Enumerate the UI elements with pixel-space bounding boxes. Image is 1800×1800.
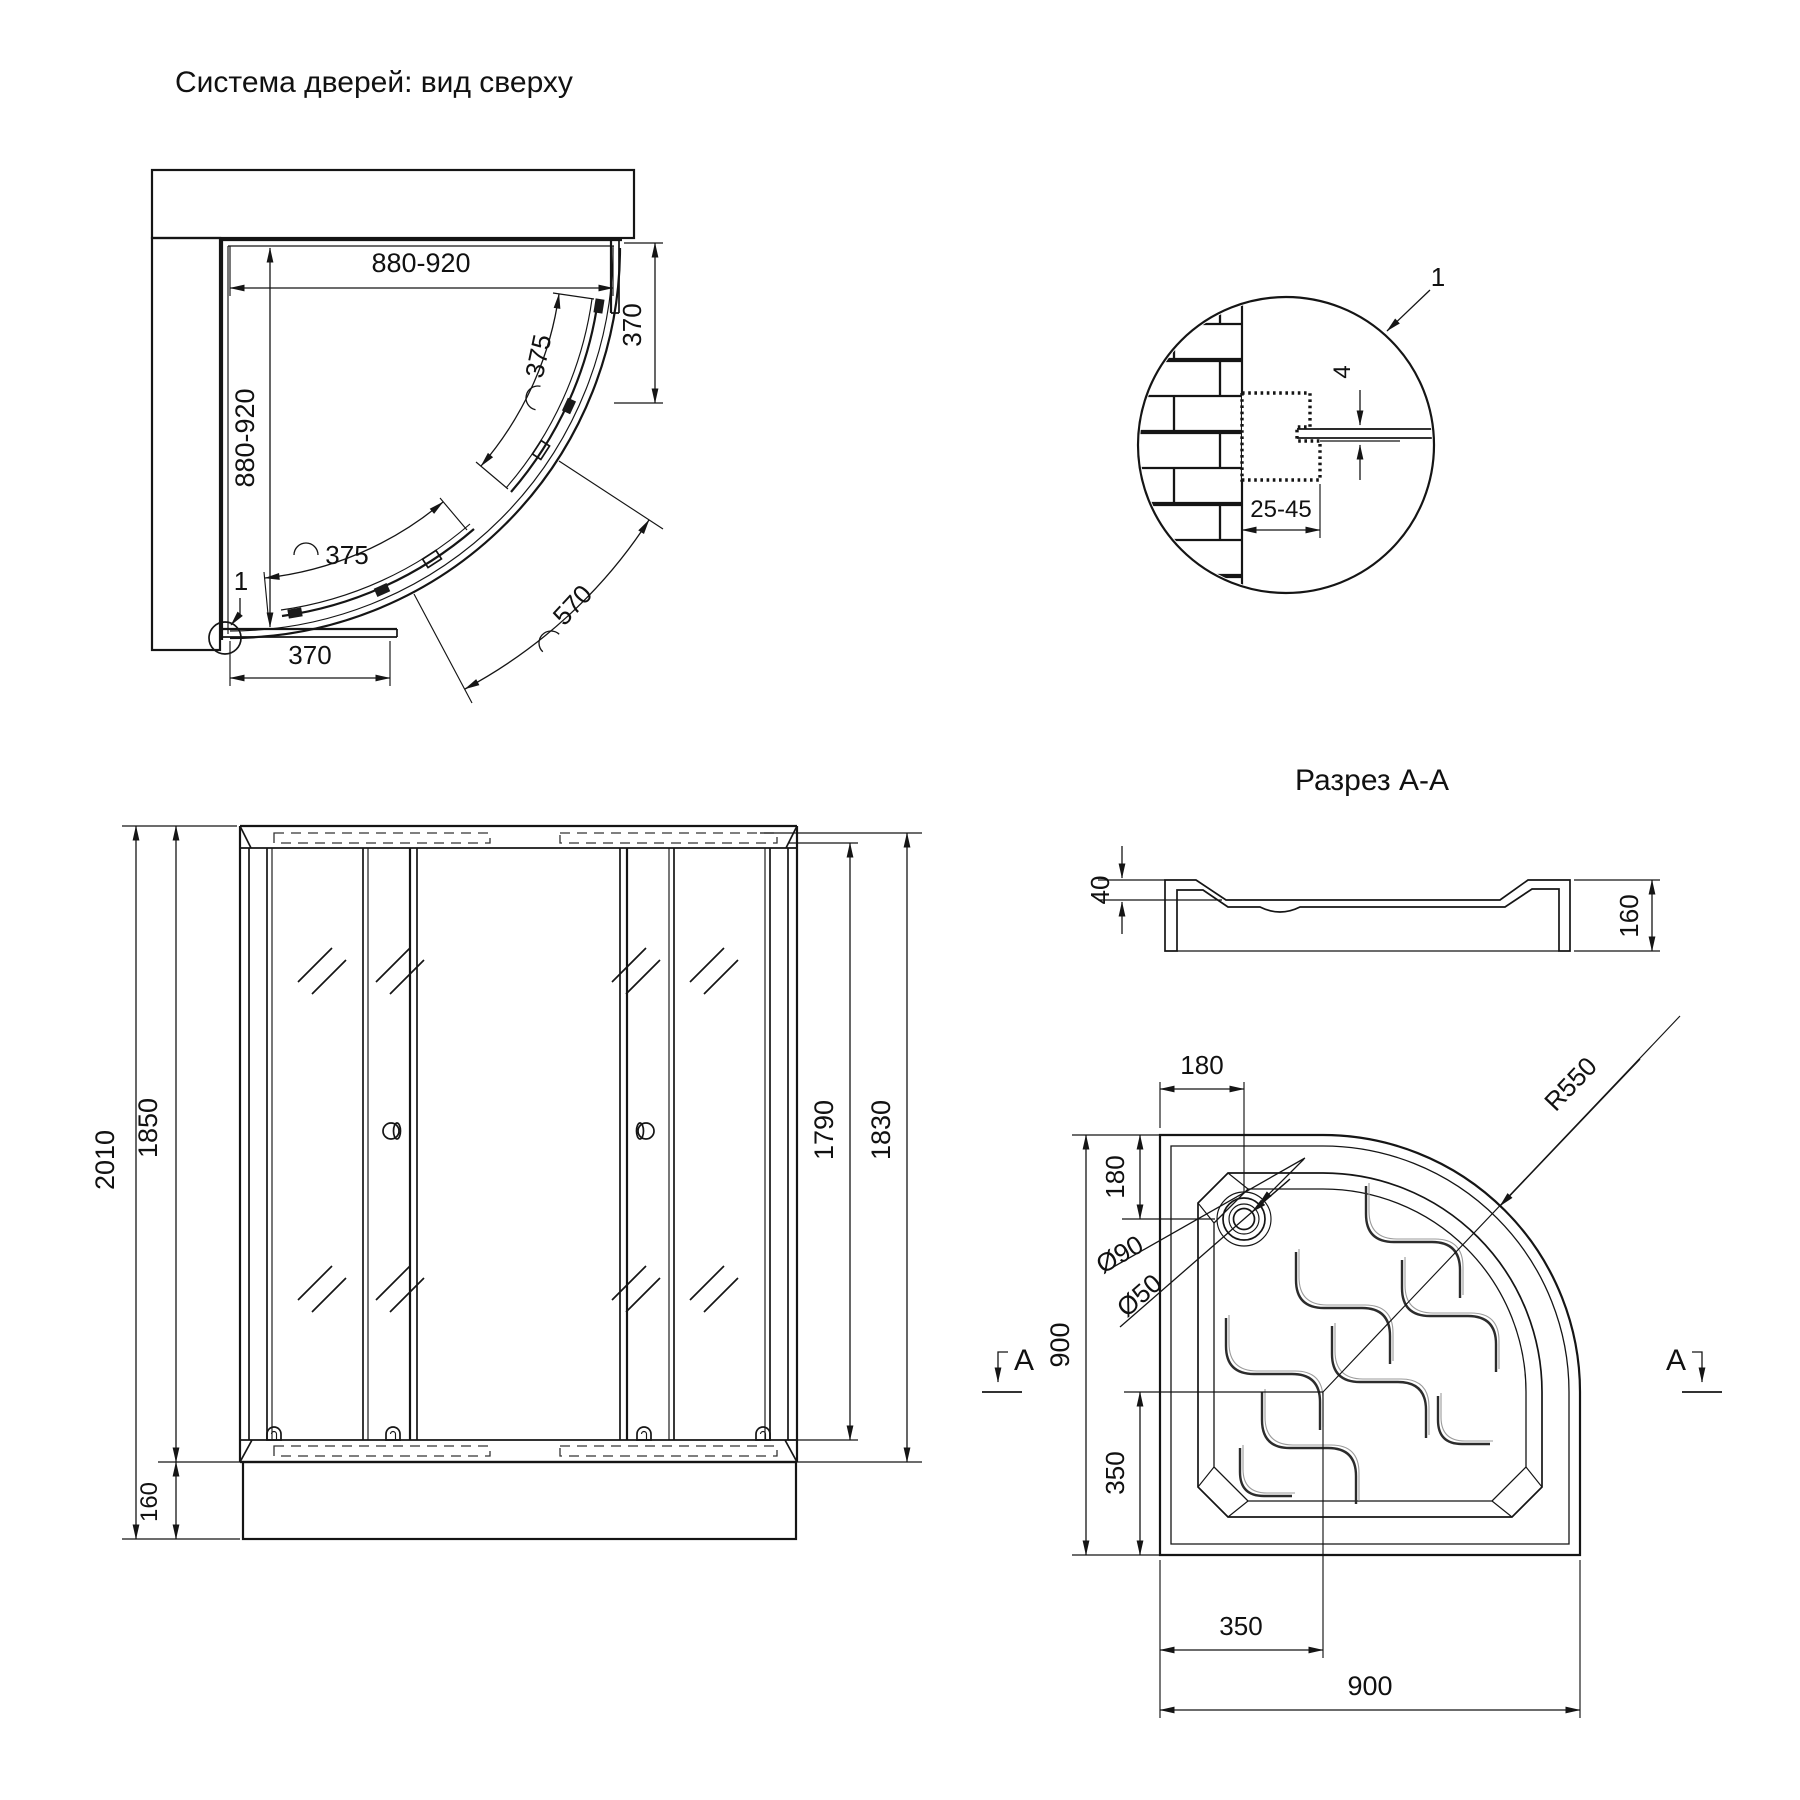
- section-view: [1085, 764, 1660, 951]
- arc-symbol: [294, 543, 318, 555]
- door-arcs: [230, 248, 620, 638]
- section-dim-height: 160: [1614, 894, 1644, 938]
- tray-dim-drain-inner: Ø50: [1110, 1267, 1168, 1323]
- detail-ref-label: 1: [1430, 262, 1446, 292]
- door-knobs: [383, 1123, 654, 1139]
- wall-bricks: [152, 170, 634, 650]
- section-marker-left-label: A: [1013, 1344, 1035, 1377]
- section-dimensions: [1085, 846, 1660, 951]
- plan-detail-ref: 1: [233, 566, 249, 596]
- tray-dim-center-y: 350: [1100, 1451, 1130, 1495]
- plan-view: [152, 66, 663, 703]
- arc-symbol: [524, 384, 541, 410]
- section-title: Разрез А-А: [1295, 764, 1449, 797]
- tray-reference-lines: [1124, 1016, 1680, 1658]
- plan-dim-leaf-top: 375: [519, 331, 558, 381]
- front-dim-cabin-height: 1850: [133, 1097, 163, 1159]
- section-marker-left: [982, 1344, 1034, 1392]
- detail-dim-glass-gap: 4: [1329, 365, 1356, 379]
- tray-dim-width: 900: [1347, 1671, 1393, 1701]
- plan-dim-right-offset: 370: [617, 303, 647, 347]
- plan-dim-width: 880-920: [371, 248, 471, 278]
- front-dim-total-height: 2010: [90, 1129, 120, 1191]
- plan-dim-opening: 570: [546, 578, 599, 631]
- section-marker-right: [1666, 1344, 1722, 1392]
- plan-dim-depth: 880-920: [230, 388, 260, 488]
- detail-dim-adjust: 25-45: [1250, 496, 1312, 523]
- section-marker-right-label: A: [1665, 1344, 1687, 1377]
- tray-dim-drain-x: 180: [1180, 1050, 1224, 1080]
- tray-section-shell: [1165, 880, 1570, 951]
- bottom-rollers: [267, 1427, 770, 1440]
- tray-dim-radius: R550: [1538, 1050, 1603, 1117]
- tray-base: [243, 1462, 796, 1539]
- front-dim-tray-height: 160: [136, 1481, 163, 1523]
- detail-wall-bricks: [1134, 293, 1242, 599]
- antislip-grooves: [1226, 1183, 1499, 1504]
- tray-outlines: [1160, 1135, 1580, 1555]
- tray-dimensions: [1045, 1050, 1640, 1718]
- front-frame: [240, 826, 797, 1462]
- tray-dim-drain-outer: Ø90: [1090, 1228, 1149, 1280]
- detail-glass: [1297, 429, 1436, 438]
- plan-title: Система дверей: вид сверху: [175, 66, 573, 99]
- tray-dim-center-x: 350: [1219, 1611, 1263, 1641]
- front-dim-profile-height: 1830: [866, 1099, 896, 1161]
- glass-marks: [298, 948, 738, 1312]
- tray-plan-view: [982, 1016, 1722, 1718]
- detail-wall-profile: [1242, 393, 1320, 480]
- front-dim-glass-height: 1790: [809, 1099, 839, 1161]
- tray-dim-height: 900: [1045, 1322, 1075, 1368]
- arc-symbol: [534, 626, 559, 652]
- detail-view: [1134, 262, 1445, 599]
- section-dim-rim: 40: [1085, 875, 1115, 905]
- plan-dim-leaf-bottom: 375: [325, 540, 369, 570]
- front-view: [90, 826, 922, 1539]
- door-clips: [287, 298, 604, 618]
- tray-dim-drain-y: 180: [1100, 1155, 1130, 1199]
- plan-dim-bottom-offset: 370: [288, 640, 332, 670]
